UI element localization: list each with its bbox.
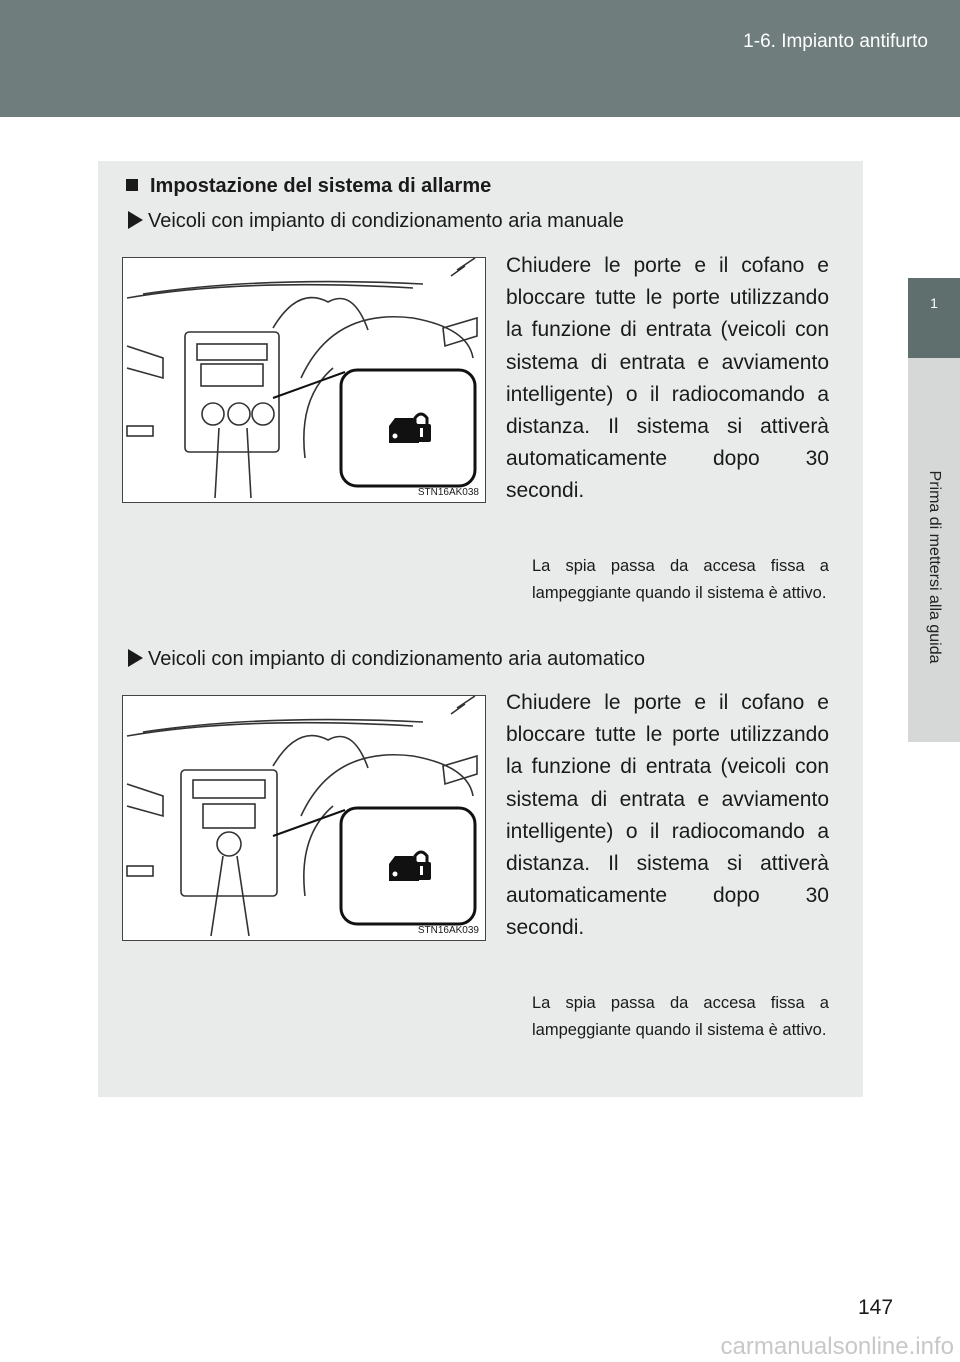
note-text: La spia passa da accesa fissa a lampeggiante quando il sistema è attivo.	[532, 557, 829, 602]
figure-code: STN16AK039	[417, 925, 479, 936]
note-text: La spia passa da accesa fissa a lampeggiante quando il sistema è attivo.	[532, 994, 829, 1039]
subheading-auto-ac	[128, 648, 645, 671]
triangle-bullet-icon	[128, 649, 143, 667]
dashboard-illustration-automatic	[122, 695, 486, 941]
watermark: carmanualsonline.info	[720, 1333, 954, 1360]
subheading-manual-ac	[128, 210, 624, 233]
dashboard-drawing	[123, 258, 485, 502]
figure-code: STN16AK038	[417, 487, 479, 498]
subheading-text: Veicoli con impianto di condizionamento aria manuale	[148, 210, 624, 232]
square-bullet-icon	[126, 179, 138, 191]
page-number: 147	[858, 1296, 894, 1319]
page-header	[0, 0, 960, 117]
dashboard-illustration-manual	[122, 257, 486, 503]
description-text: Chiudere le porte e il cofano e bloccare tutte le porte utilizzando la funzione di entrata (veicoli con sistema di entrata e avviamento intelligente) o il radiocomando a distanza. Il sistema si attiverà automaticamente dopo 30 secondi.	[506, 254, 829, 503]
section-heading-text: Impostazione del sistema di allarme	[150, 175, 492, 197]
section-heading	[126, 175, 491, 198]
dashboard-drawing	[123, 696, 485, 940]
chapter-label: Prima di mettersi alla guida	[926, 470, 943, 664]
content-box	[98, 161, 863, 1097]
triangle-bullet-icon	[128, 211, 143, 229]
chapter-number-tab: 1	[908, 278, 960, 358]
section-title: 1-6. Impianto antifurto	[743, 31, 928, 52]
description-text: Chiudere le porte e il cofano e bloccare tutte le porte utilizzando la funzione di entrata (veicoli con sistema di entrata e avviamento intelligente) o il radiocomando a distanza. Il sistema si attiverà automaticamente dopo 30 secondi.	[506, 691, 829, 940]
subheading-text: Veicoli con impianto di condizionamento aria automatico	[148, 648, 645, 670]
